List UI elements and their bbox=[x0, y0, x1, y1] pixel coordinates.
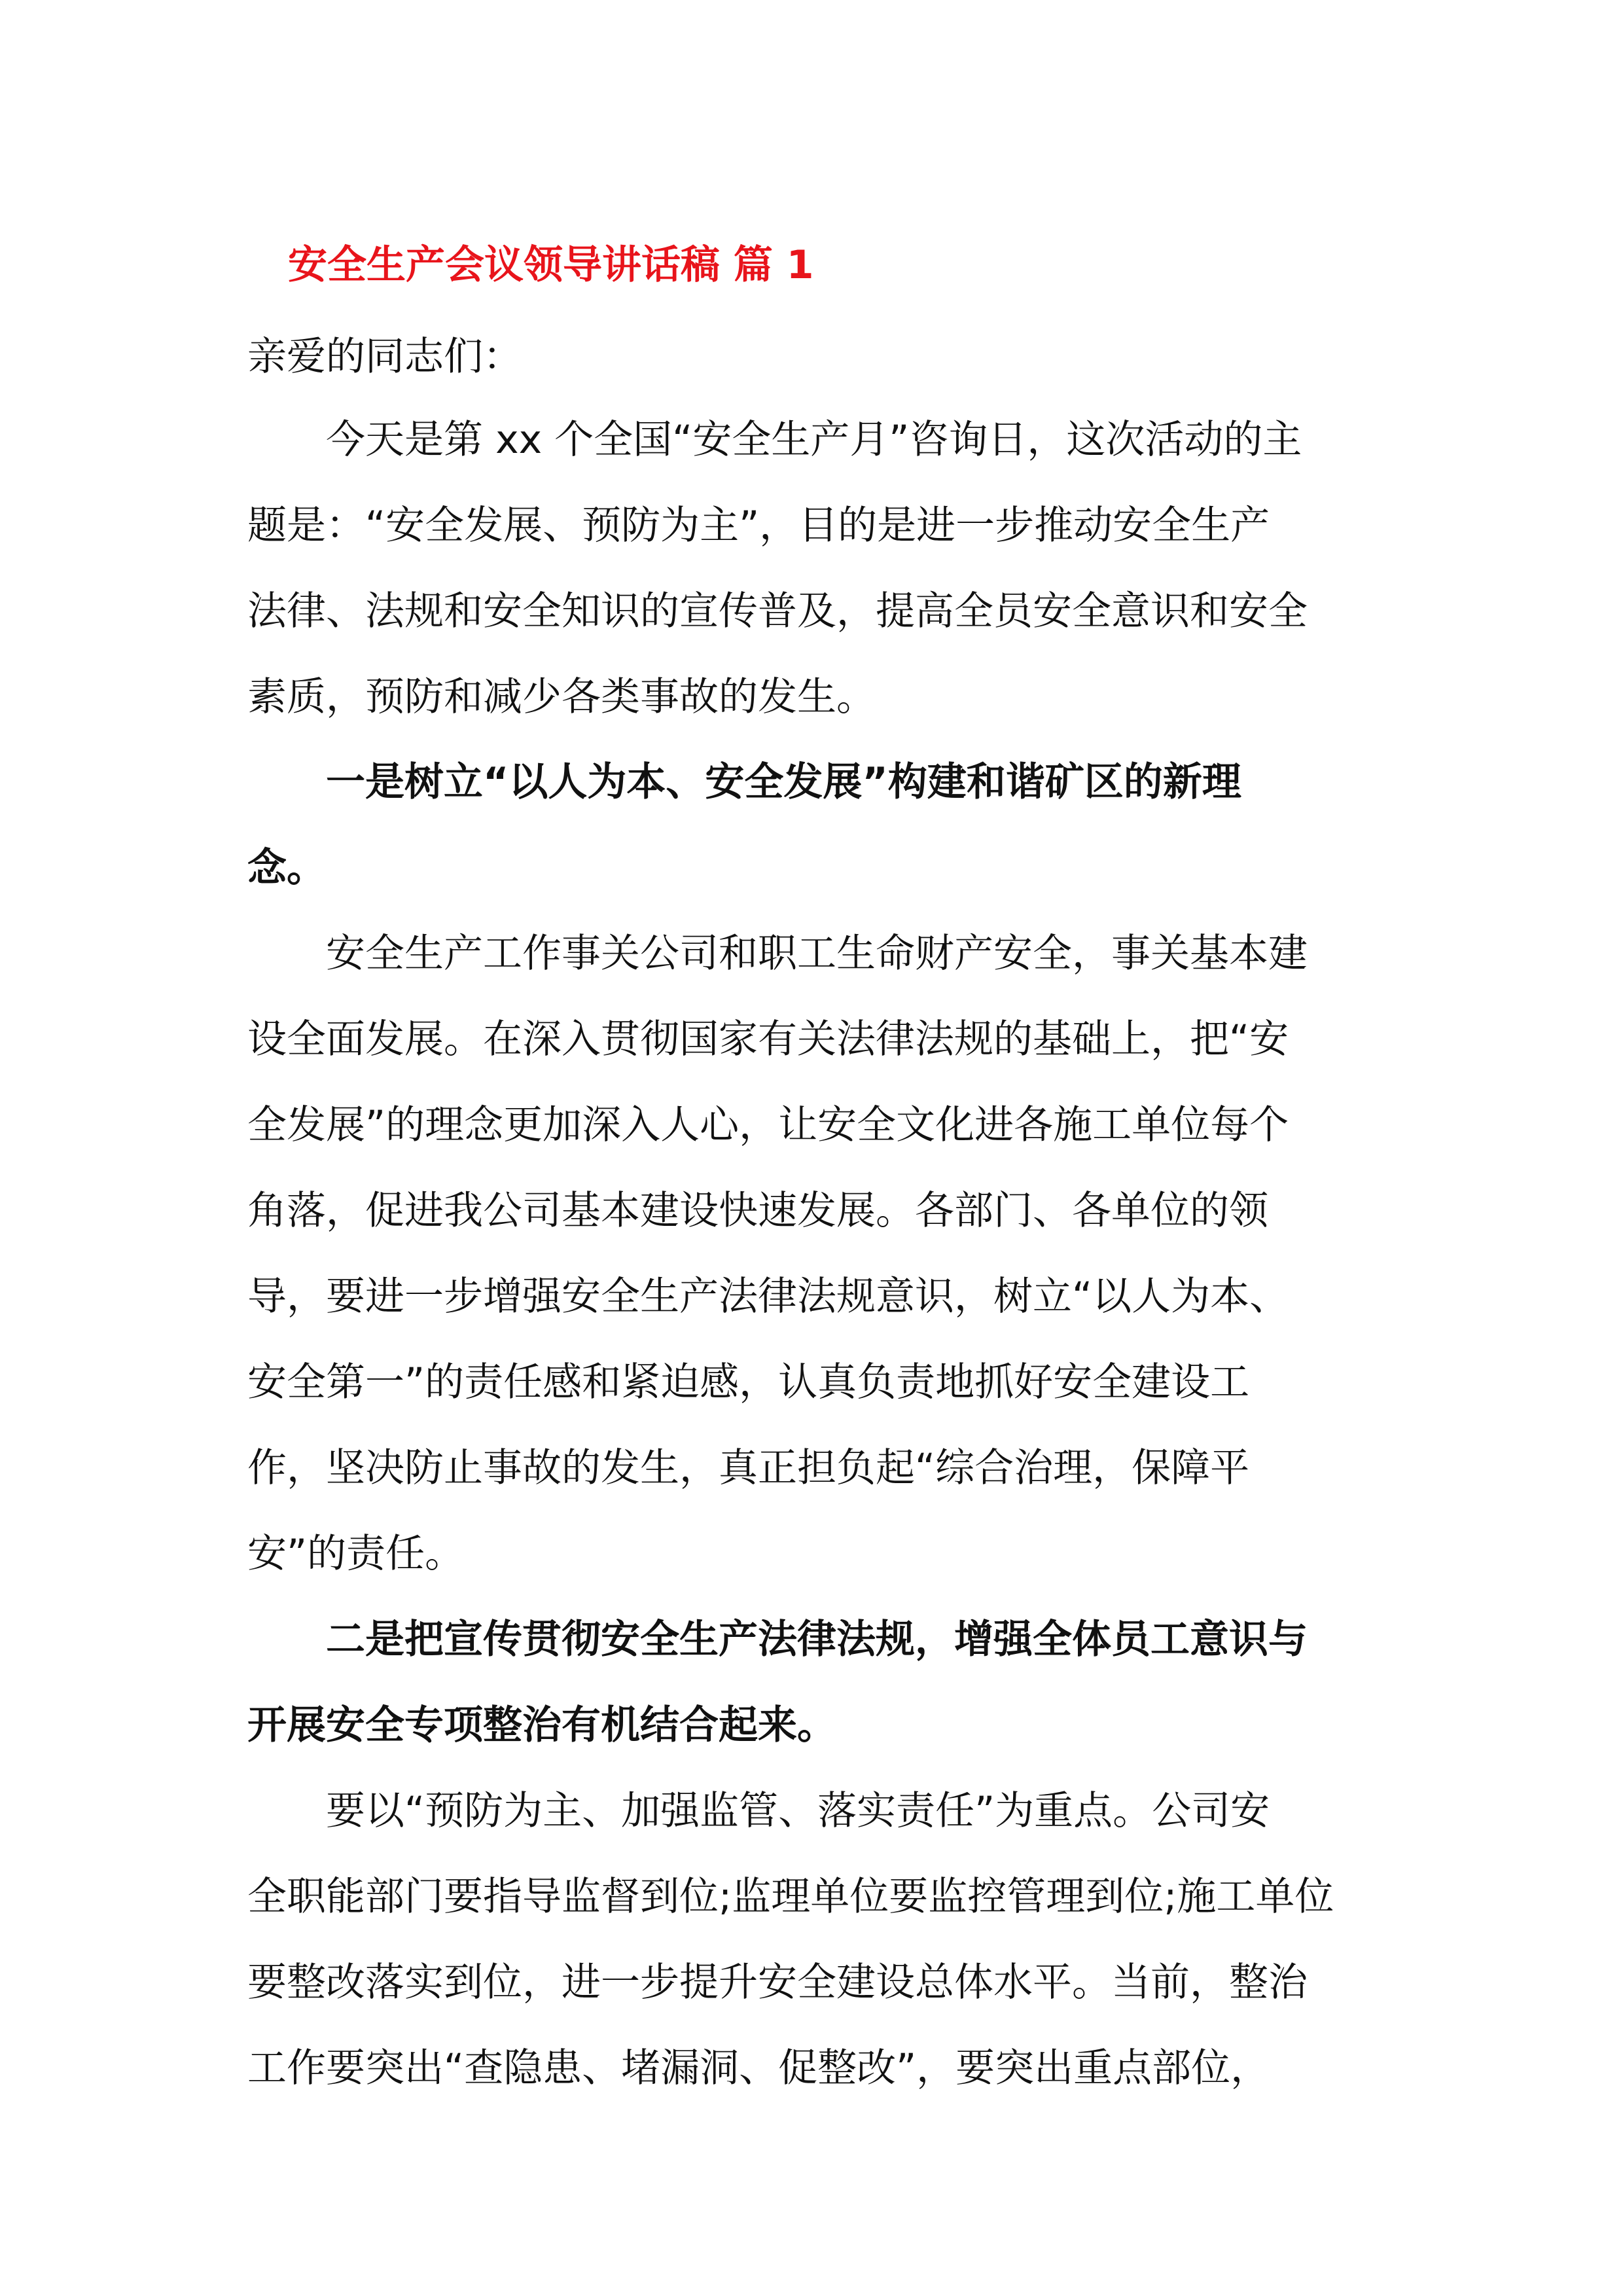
paragraph-2-line-6: 安全第一”的责任感和紧迫感，认真负责地抓好安全建设工 bbox=[247, 1359, 1250, 1405]
paragraph-2-line-5: 导，要进一步增强安全生产法律法规意识，树立“以人为本、 bbox=[247, 1274, 1289, 1319]
document-title: 安全生产会议领导讲话稿 篇 1 bbox=[288, 242, 814, 288]
paragraph-3-line-3: 要整改落实到位，进一步提升安全建设总体水平。当前，整治 bbox=[247, 1960, 1308, 2005]
paragraph-3-line-4: 工作要突出“查隐患、堵漏洞、促整改”，要突出重点部位， bbox=[247, 2045, 1270, 2091]
paragraph-3-line-2: 全职能部门要指导监督到位;监理单位要监控管理到位;施工单位 bbox=[247, 1874, 1334, 1920]
paragraph-2-line-1: 安全生产工作事关公司和职工生命财产安全，事关基本建 bbox=[247, 931, 1308, 977]
greeting: 亲爱的同志们： bbox=[247, 334, 522, 380]
paragraph-2-line-2: 设全面发展。在深入贯彻国家有关法律法规的基础上，把“安 bbox=[247, 1016, 1289, 1062]
paragraph-2-line-8: 安”的责任。 bbox=[247, 1531, 465, 1577]
section-heading-1-line-2: 念。 bbox=[247, 845, 326, 891]
section-heading-2-line-2: 开展安全专项整治有机结合起来。 bbox=[247, 1702, 836, 1748]
paragraph-1-line-1: 今天是第 xx 个全国“安全生产月”咨询日，这次活动的主 bbox=[247, 417, 1302, 463]
section-heading-2-line-1: 二是把宣传贯彻安全生产法律法规，增强全体员工意识与 bbox=[247, 1617, 1308, 1662]
paragraph-2-line-7: 作，坚决防止事故的发生，真正担负起“综合治理，保障平 bbox=[247, 1445, 1250, 1491]
paragraph-2-line-3: 全发展”的理念更加深入人心，让安全文化进各施工单位每个 bbox=[247, 1102, 1289, 1148]
paragraph-1-line-3: 法律、法规和安全知识的宣传普及，提高全员安全意识和安全 bbox=[247, 588, 1308, 634]
paragraph-1-line-4: 素质，预防和减少各类事故的发生。 bbox=[247, 674, 876, 720]
paragraph-3-line-1: 要以“预防为主、加强监管、落实责任”为重点。公司安 bbox=[247, 1788, 1270, 1834]
paragraph-1-line-2: 题是：“安全发展、预防为主”，目的是进一步推动安全生产 bbox=[247, 503, 1270, 548]
section-heading-1-line-1: 一是树立“以人为本、安全发展”构建和谐矿区的新理 bbox=[247, 759, 1241, 805]
paragraph-2-line-4: 角落，促进我公司基本建设快速发展。各部门、各单位的领 bbox=[247, 1188, 1268, 1234]
